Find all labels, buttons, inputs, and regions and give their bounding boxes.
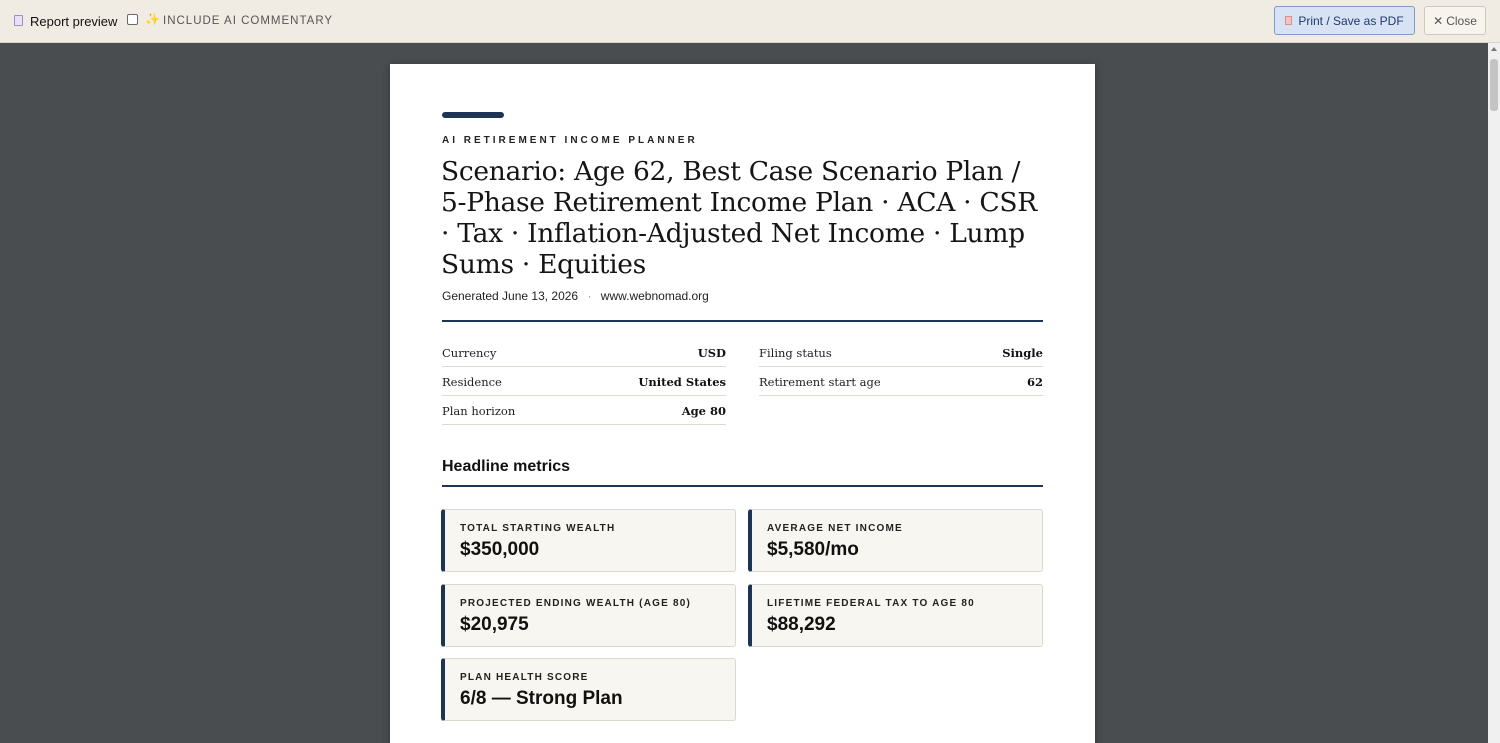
- meta-separator: ·: [587, 289, 592, 303]
- detail-value: USD: [697, 345, 726, 360]
- close-button[interactable]: [1424, 6, 1486, 35]
- headline-metrics-title: Headline metrics: [442, 458, 571, 475]
- detail-row-plan-horizon: [442, 397, 726, 425]
- detail-value: United States: [638, 374, 726, 389]
- preview-toolbar: [0, 0, 1500, 43]
- detail-label: Retirement start age: [759, 374, 881, 389]
- metric-label: TOTAL STARTING WEALTH: [460, 523, 616, 534]
- site-link[interactable]: www.webnomad.org: [600, 289, 709, 303]
- metric-card-lifetime-federal-tax: [748, 584, 1043, 647]
- report-meta: [442, 289, 709, 303]
- metric-value: $5,580/mo: [767, 539, 859, 560]
- detail-row-currency: [442, 339, 726, 367]
- report-overline: AI RETIREMENT INCOME PLANNER: [442, 135, 698, 146]
- close-button-label: Close: [1446, 13, 1477, 28]
- divider: [442, 320, 1043, 322]
- detail-label: Currency: [442, 345, 497, 360]
- metric-card-average-net-income: [748, 509, 1043, 572]
- metric-value: $350,000: [460, 539, 540, 560]
- toolbar-title: Report preview: [30, 14, 118, 29]
- generated-date: Generated June 13, 2026: [442, 289, 579, 303]
- section-divider: [442, 485, 1043, 487]
- document-icon: [14, 15, 23, 26]
- scrollbar-thumb[interactable]: [1490, 59, 1498, 111]
- metric-label: LIFETIME FEDERAL TAX TO AGE 80: [767, 598, 975, 609]
- detail-row-retirement-start-age: [759, 368, 1043, 396]
- metric-card-starting-wealth: [441, 509, 736, 572]
- report-page: [390, 64, 1095, 743]
- report-title: Scenario: Age 62, Best Case Scenario Plan / 5-Phase Retirement Income Plan · ACA · CSR · Tax · Inflation-Adjusted Net Income · Lump Sums · Equities: [441, 156, 1037, 280]
- detail-label: Filing status: [759, 345, 832, 360]
- metric-label: AVERAGE NET INCOME: [767, 523, 903, 534]
- detail-row-residence: [442, 368, 726, 396]
- metric-value: $88,292: [767, 614, 836, 635]
- sparkle-icon: ✨: [145, 12, 160, 26]
- metric-value: $20,975: [460, 614, 529, 635]
- metric-label: PLAN HEALTH SCORE: [460, 672, 589, 683]
- close-icon: ✕: [1433, 13, 1444, 28]
- scrollbar[interactable]: [1488, 43, 1500, 743]
- scroll-up-arrow-icon[interactable]: [1491, 47, 1497, 51]
- include-ai-commentary-label[interactable]: INCLUDE AI COMMENTARY: [163, 15, 334, 27]
- detail-label: Plan horizon: [442, 403, 516, 418]
- print-save-pdf-button[interactable]: [1274, 6, 1415, 35]
- detail-value: 62: [1026, 374, 1043, 389]
- detail-value: Single: [1002, 345, 1043, 360]
- metric-value: 6/8 — Strong Plan: [460, 688, 623, 709]
- accent-bar: [442, 112, 504, 118]
- include-ai-commentary-checkbox[interactable]: [127, 14, 138, 25]
- metric-label: PROJECTED ENDING WEALTH (AGE 80): [460, 598, 692, 609]
- pdf-icon: [1285, 16, 1292, 25]
- detail-label: Residence: [442, 374, 502, 389]
- detail-row-filing-status: [759, 339, 1043, 367]
- metric-card-ending-wealth: [441, 584, 736, 647]
- print-button-label: Print / Save as PDF: [1298, 13, 1404, 28]
- metric-card-plan-health-score: [441, 658, 736, 721]
- detail-value: Age 80: [681, 403, 726, 418]
